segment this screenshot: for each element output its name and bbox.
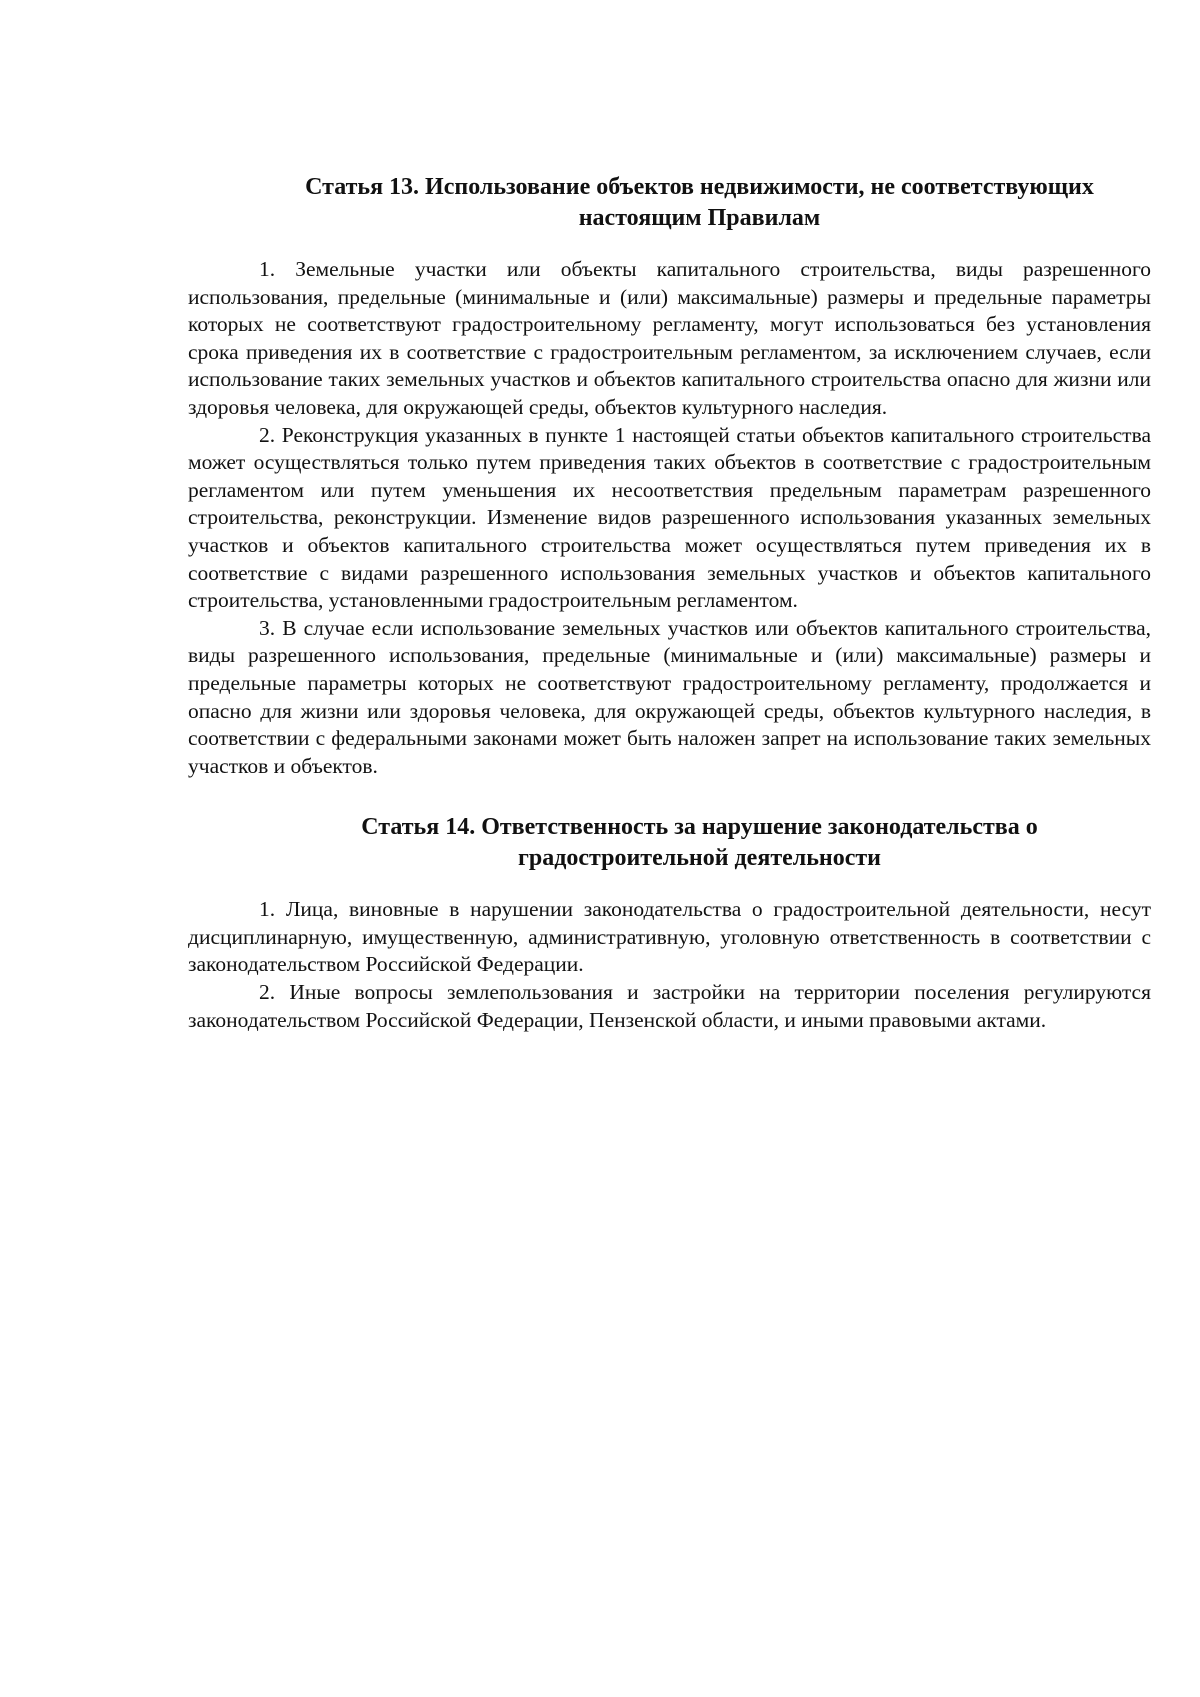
article-14-paragraph-1: 1. Лица, виновные в нарушении законодательства о градостроительной деятельности, несут дисциплинарную, имущественную, административную, уголовную ответственность в соответствии с законодательством Российской Федерации. xyxy=(188,897,1151,977)
article-14-title xyxy=(188,812,1151,874)
article-14 xyxy=(188,812,1151,1034)
article-14-paragraph-2: 2. Иные вопросы землепользования и застройки на территории поселения регулируются законодательством Российской Федерации, Пензенской области, и иными правовыми актами. xyxy=(188,980,1151,1032)
article-13-paragraph-2: 2. Реконструкция указанных в пункте 1 настоящей статьи объектов капитального строительства может осуществляться только путем приведения таких объектов в соответствие с градостроительным регламентом или путем уменьшения их несоответствия предельным параметрам разрешенного строительства, реконструкции. Изменение видов разрешенного использования указанных земельных участков и объектов капитального строительства может осуществляться путем приведения их в соответствие с видами разрешенного использования земельных участков и объектов капитального строительства, установленными градостроительным регламентом. xyxy=(188,422,1151,613)
article-13-title xyxy=(188,172,1151,234)
article-13-title-line1: Статья 13. Использование объектов недвижимости, не соответствующих xyxy=(305,174,1094,200)
article-13 xyxy=(188,172,1151,780)
article-13-paragraph-1: 1. Земельные участки или объекты капитального строительства, виды разрешенного использования, предельные (минимальные и (или) максимальные) размеры и предельные параметры которых не соответствуют градостроительному регламенту, могут использоваться без установления срока приведения их в соответствие с градостроительным регламентом, за исключением случаев, если использование таких земельных участков и объектов капитального строительства опасно для жизни или здоровья человека, для окружающей среды, объектов культурного наследия. xyxy=(188,257,1151,419)
article-13-paragraph-3: 3. В случае если использование земельных участков или объектов капитального строительства, виды разрешенного использования, предельные (минимальные и (или) максимальные) размеры и предельные параметры которых не соответствуют градостроительному регламенту, продолжается и опасно для жизни или здоровья человека, для окружающей среды, объектов культурного наследия, в соответствии с федеральными законами может быть наложен запрет на использование таких земельных участков и объектов. xyxy=(188,615,1151,778)
article-13-title-line2: настоящим Правилам xyxy=(578,205,821,231)
article-14-title-line1: Статья 14. Ответственность за нарушение законодательства о xyxy=(361,814,1038,841)
article-14-title-line2: градостроительной деятельности xyxy=(517,845,882,872)
document-page xyxy=(188,172,1151,1034)
